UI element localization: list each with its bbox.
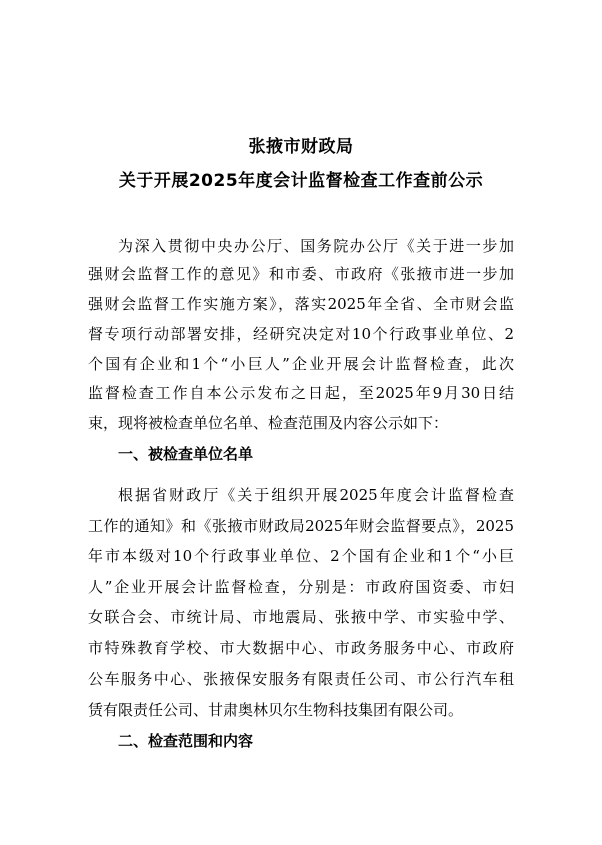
intro-line: 个国有企业和1个“小巨人”企业开展会计监督检查，此次 [88, 355, 514, 373]
section-heading-1: 一、被检查单位名单 [118, 445, 254, 463]
section-heading-2: 二、检查范围和内容 [118, 732, 254, 750]
document-org-title: 张掖市财政局 [248, 137, 354, 157]
intro-line: 督专项行动部署安排，经研究决定对10个行政事业单位、2 [88, 325, 514, 343]
section1-line: 工作的通知》和《张掖市财政局2025年财会监督要点》，2025 [88, 517, 514, 535]
intro-line: 为深入贯彻中央办公厅、国务院办公厅《关于进一步加 [118, 237, 514, 255]
section1-line: 人”企业开展会计监督检查，分别是：市政府国资委、市妇 [88, 578, 514, 596]
document-title: 关于开展2025年度会计监督检查工作查前公示 [118, 171, 484, 191]
section1-line: 女联合会、市统计局、市地震局、张掖中学、市实验中学、 [88, 608, 514, 626]
section1-line: 根据省财政厅《关于组织开展2025年度会计监督检查 [118, 486, 514, 504]
intro-line: 监督检查工作自本公示发布之日起，至2025年9月30日结 [88, 384, 514, 402]
intro-line: 束，现将被检查单位名单、检查范围及内容公示如下： [88, 414, 449, 432]
intro-line: 强财会监督工作实施方案》，落实2025年全省、全市财会监 [88, 295, 514, 313]
section1-line: 年市本级对10个行政事业单位、2个国有企业和1个“小巨 [88, 547, 514, 565]
section1-line: 赁有限责任公司、甘肃奥林贝尔生物科技集团有限公司。 [88, 701, 464, 719]
section1-line: 公车服务中心、张掖保安服务有限责任公司、市公行汽车租 [88, 670, 514, 688]
intro-line: 强财会监督工作的意见》和市委、市政府《张掖市进一步加 [88, 265, 514, 283]
section1-line: 市特殊教育学校、市大数据中心、市政务服务中心、市政府 [88, 639, 514, 657]
